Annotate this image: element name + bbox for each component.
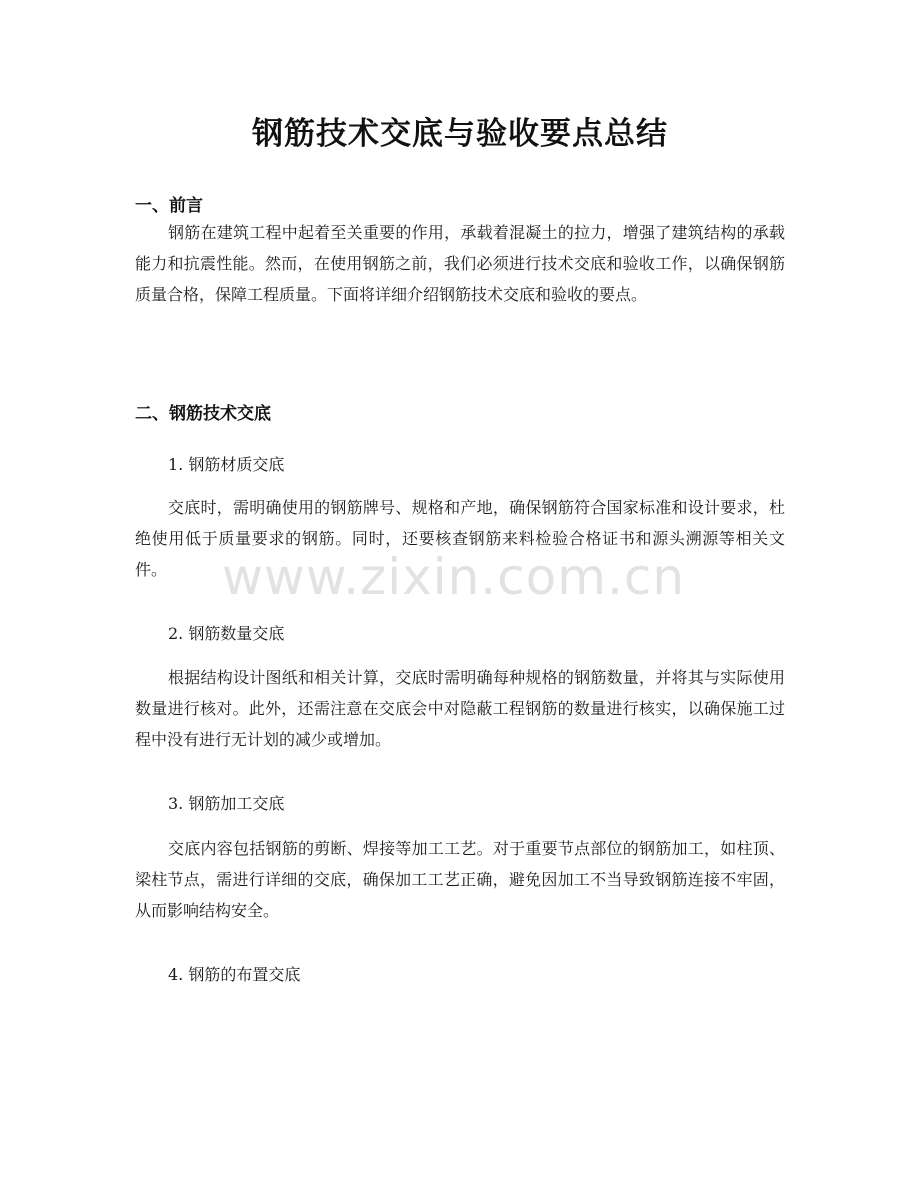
document-title: 钢筋技术交底与验收要点总结 bbox=[252, 116, 668, 152]
section-heading-technical-briefing: 二、钢筋技术交底 bbox=[135, 404, 271, 424]
item-label-quantity: 2. 钢筋数量交底 bbox=[168, 624, 285, 643]
item-text-processing: 交底内容包括钢筋的剪断、焊接等加工工艺。对于重要节点部位的钢筋加工，如柱顶、梁柱节点，需进行详细的交底，确保加工工艺正确，避免因加工不当导致钢筋连接不牢固，从而影响结构安全。 bbox=[135, 839, 785, 920]
watermark: www.zixin.com.cn bbox=[222, 548, 686, 606]
item-text-material: 交底时，需明确使用的钢筋牌号、规格和产地，确保钢筋符合国家标准和设计要求，杜绝使用低于质量要求的钢筋。同时，还要核查钢筋来料检验合格证书和源头溯源等相关文件。 bbox=[135, 498, 785, 579]
section-heading-preface: 一、前言 bbox=[135, 196, 203, 216]
item-label-layout: 4. 钢筋的布置交底 bbox=[168, 965, 301, 984]
item-label-processing: 3. 钢筋加工交底 bbox=[168, 794, 285, 813]
preface-paragraph: 钢筋在建筑工程中起着至关重要的作用，承载着混凝土的拉力，增强了建筑结构的承载能力和抗震性能。然而，在使用钢筋之前，我们必须进行技术交底和验收工作，以确保钢筋质量合格，保障工程质量。下面将详细介绍钢筋技术交底和验收的要点。 bbox=[135, 223, 785, 304]
item-label-material: 1. 钢筋材质交底 bbox=[168, 455, 285, 474]
item-text-quantity: 根据结构设计图纸和相关计算，交底时需明确每种规格的钢筋数量，并将其与实际使用数量进行核对。此外，还需注意在交底会中对隐蔽工程钢筋的数量进行核实，以确保施工过程中没有进行无计划的减少或增加。 bbox=[135, 668, 785, 749]
